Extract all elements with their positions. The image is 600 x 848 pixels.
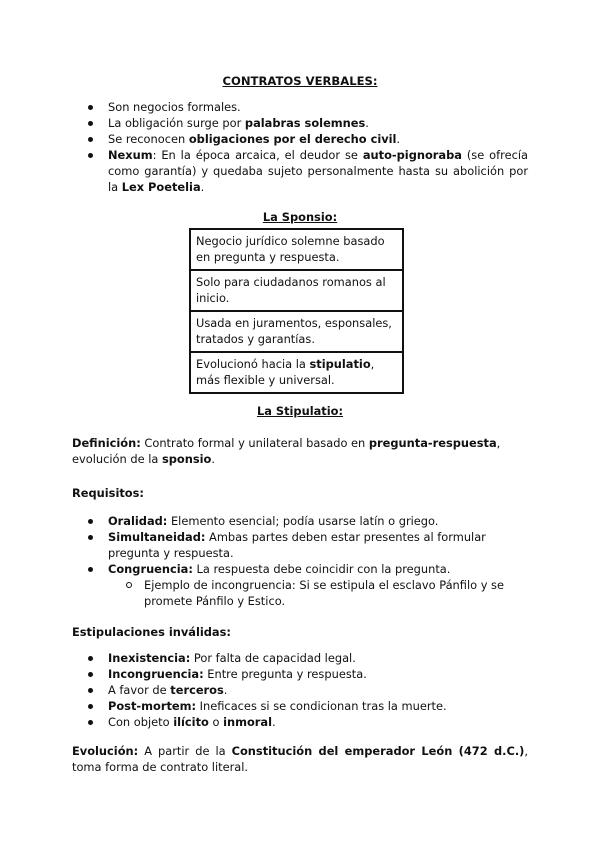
item-bold: Incongruencia: — [108, 667, 204, 681]
invalidas-label: Estipulaciones inválidas: — [72, 625, 231, 639]
item-text: Por falta de capacidad legal. — [190, 651, 356, 665]
intro-bold: auto-pignoraba — [362, 148, 462, 162]
definicion-paragraph — [72, 435, 528, 467]
intro-bold: Nexum — [108, 148, 153, 162]
ejemplo-sublist — [144, 577, 528, 609]
sponsio-table — [189, 228, 404, 394]
requisitos-heading — [72, 485, 528, 501]
item-text: Ejemplo de incongruencia: Si se estipula el esclavo Pánfilo y se promete Pánfilo y Estico. — [144, 578, 505, 608]
item-text: Ambas partes deben estar presentes al formular pregunta y respuesta. — [108, 530, 486, 560]
list-item — [108, 513, 528, 529]
list-item — [108, 650, 528, 666]
item-bold: Congruencia: — [108, 562, 193, 576]
intro-bold: Lex Poetelia — [121, 180, 201, 194]
list-item — [144, 577, 528, 609]
item-bold: Oralidad: — [108, 514, 168, 528]
para-bold: pregunta-respuesta — [368, 436, 497, 450]
table-row — [190, 270, 403, 311]
item-text: Entre pregunta y respuesta. — [203, 667, 367, 681]
para-text: , toma forma de contrato literal. — [72, 744, 528, 774]
intro-list — [108, 99, 528, 195]
table-row — [190, 229, 403, 270]
list-item — [108, 682, 528, 698]
para-text: . — [211, 452, 215, 466]
para-text: Contrato formal y unilateral basado en — [140, 436, 369, 450]
para-bold: Constitución del emperador León (472 d.C.) — [231, 744, 525, 758]
intro-text: Son negocios formales. — [108, 100, 241, 114]
item-text: Elemento esencial; podía usarse latín o griego. — [167, 514, 439, 528]
requisitos-label: Requisitos: — [72, 486, 144, 500]
definicion-label: Definición: — [72, 436, 141, 450]
list-item — [108, 529, 528, 561]
item-text: . — [271, 715, 276, 729]
item-text: Con objeto — [108, 715, 174, 729]
item-text: A favor de — [108, 683, 171, 697]
intro-text: . — [365, 116, 369, 130]
intro-bold: obligaciones por el derecho civil — [188, 132, 397, 146]
cell-text: Usada en juramentos, esponsales, tratados y garantías. — [196, 316, 392, 346]
sponsio-title: La Sponsio: — [262, 210, 338, 224]
item-bold: Post-mortem: — [108, 699, 197, 713]
intro-text: (se ofrecía como garantía) y quedaba sujeto personalmente hasta su abolición por la — [108, 148, 528, 194]
cell-text: , más flexible y universal. — [196, 357, 375, 387]
invalidas-list — [108, 650, 528, 730]
intro-item — [108, 131, 528, 147]
cell-text: Evolucionó hacia la — [196, 357, 310, 371]
list-item — [108, 698, 528, 714]
table-row — [190, 311, 403, 352]
item-bold: inmoral — [223, 715, 272, 729]
evolucion-label: Evolución: — [72, 744, 139, 758]
item-text: La respuesta debe coincidir con la pregunta. — [192, 562, 451, 576]
intro-text: . — [396, 132, 401, 146]
intro-item — [108, 147, 528, 195]
item-text: Ineficaces si se condicionan tras la muerte. — [196, 699, 447, 713]
table-cell — [190, 270, 403, 311]
item-text: o — [208, 715, 224, 729]
cell-text: Negocio jurídico solemne basado en pregunta y respuesta. — [196, 234, 385, 264]
list-item — [108, 714, 528, 730]
invalidas-heading — [72, 624, 528, 640]
para-bold: sponsio — [161, 452, 212, 466]
table-cell — [190, 229, 403, 270]
list-item — [108, 666, 528, 682]
para-text: , evolución de la — [72, 436, 501, 466]
intro-text: : En la época arcaica, el deudor se — [152, 148, 363, 162]
intro-text: La obligación surge por — [108, 116, 245, 130]
item-bold: terceros — [170, 683, 224, 697]
requisitos-list — [108, 513, 528, 609]
evolucion-paragraph — [72, 743, 528, 775]
item-bold: ilícito — [173, 715, 209, 729]
intro-text: . — [200, 180, 205, 194]
table-cell — [190, 311, 403, 352]
intro-item — [108, 115, 528, 131]
cell-bold: stipulatio — [309, 357, 371, 371]
intro-text: Se reconocen — [108, 132, 189, 146]
table-cell — [190, 352, 403, 393]
intro-bold: palabras solemnes — [244, 116, 366, 130]
item-bold: Simultaneidad: — [108, 530, 206, 544]
para-text: A partir de la — [138, 744, 232, 758]
intro-item — [108, 99, 528, 115]
item-text: . — [223, 683, 228, 697]
stipulatio-title: La Stipulatio: — [256, 404, 344, 418]
document-title: CONTRATOS VERBALES: — [222, 74, 378, 88]
item-bold: Inexistencia: — [108, 651, 191, 665]
table-row — [190, 352, 403, 393]
cell-text: Solo para ciudadanos romanos al inicio. — [196, 275, 386, 305]
list-item — [108, 561, 528, 609]
